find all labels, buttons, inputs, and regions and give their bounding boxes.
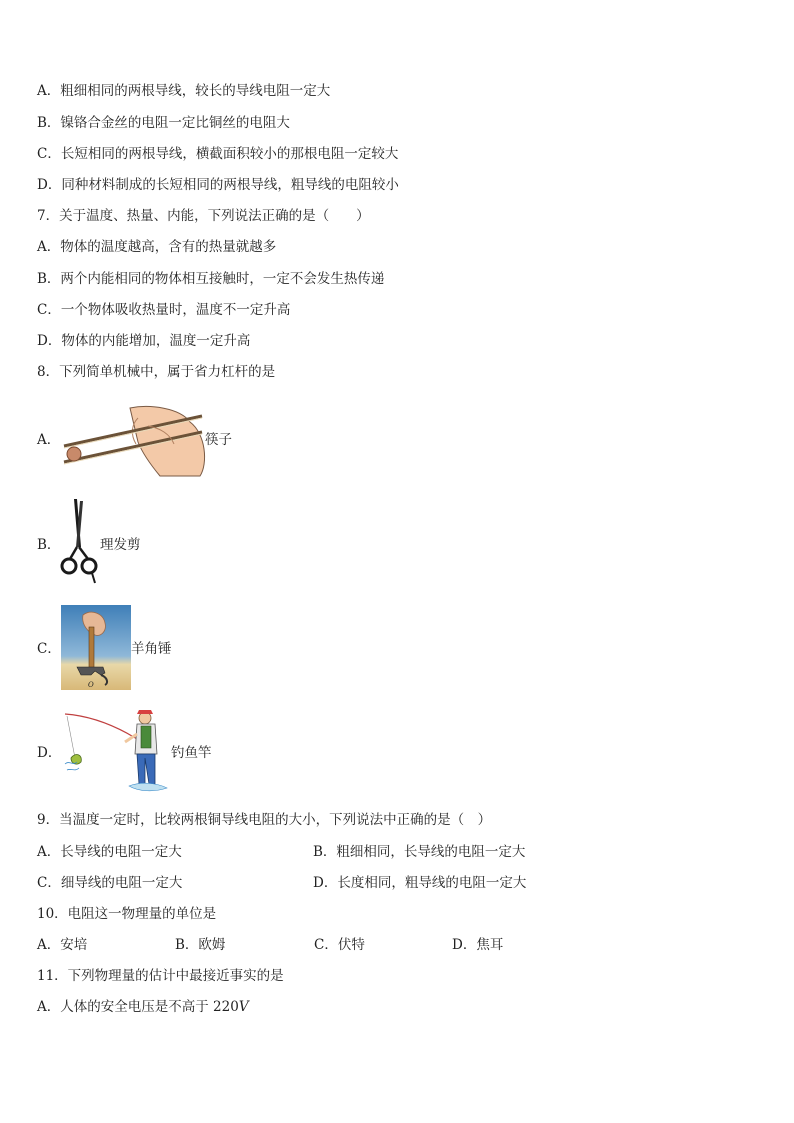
q11-stem: 11．下列物理量的估计中最接近事实的是	[37, 968, 284, 984]
q7-option-a: A．物体的温度越高，含有的热量就越多	[37, 239, 277, 255]
q9-option-a: A．长导线的电阻一定大	[37, 844, 182, 860]
q7-option-d: D．物体的内能增加，温度一定升高	[37, 333, 251, 349]
scissors-image	[58, 497, 100, 587]
q11-option-a-text: A．人体的安全电压是不高于 220	[37, 999, 239, 1015]
chopsticks-image	[60, 404, 208, 480]
q7-stem: 7．关于温度、热量、内能，下列说法正确的是（ ）	[37, 208, 370, 224]
q8-option-b-label: B．	[37, 537, 61, 553]
q10-option-b: B．欧姆	[175, 937, 226, 953]
q8-option-b-caption: 理发剪	[100, 537, 141, 553]
q11-option-a	[37, 998, 249, 1016]
q8-option-c-caption: 羊角锤	[131, 641, 172, 657]
q7-option-c: C．一个物体吸收热量时，温度不一定升高	[37, 302, 291, 318]
q6-option-c: C．长短相同的两根导线，横截面积较小的那根电阻一定较大	[37, 146, 399, 162]
q7-option-b: B．两个内能相同的物体相互接触时，一定不会发生热传递	[37, 271, 385, 287]
q9-option-c: C．细导线的电阻一定大	[37, 875, 183, 891]
q6-option-a: A．粗细相同的两根导线，较长的导线电阻一定大	[37, 83, 331, 99]
q8-option-a-label: A．	[37, 432, 61, 448]
q10-option-c: C．伏特	[314, 937, 365, 953]
q11-option-a-unit: V	[238, 999, 249, 1015]
q9-stem: 9．当温度一定时，比较两根铜导线电阻的大小，下列说法中正确的是（ ）	[37, 812, 492, 828]
q9-option-d: D．长度相同，粗导线的电阻一定大	[313, 875, 527, 891]
q10-option-a: A．安培	[37, 937, 88, 953]
svg-text:O: O	[88, 681, 94, 689]
q8-option-d-caption: 钓鱼竿	[171, 745, 212, 761]
q10-option-d: D．焦耳	[452, 937, 504, 953]
q6-option-b: B．镍铬合金丝的电阻一定比铜丝的电阻大	[37, 115, 290, 131]
q6-option-d: D．同种材料制成的长短相同的两根导线，粗导线的电阻较小	[37, 177, 399, 193]
q8-option-d-label: D．	[37, 745, 62, 761]
q10-stem: 10．电阻这一物理量的单位是	[37, 906, 217, 922]
fishing-rod-image	[63, 710, 171, 794]
q8-option-a-caption: 筷子	[205, 432, 232, 448]
q8-option-c-label: C．	[37, 641, 61, 657]
q8-stem: 8．下列简单机械中，属于省力杠杆的是	[37, 364, 276, 380]
claw-hammer-image	[61, 605, 131, 690]
q9-option-b: B．粗细相同，长导线的电阻一定大	[313, 844, 526, 860]
